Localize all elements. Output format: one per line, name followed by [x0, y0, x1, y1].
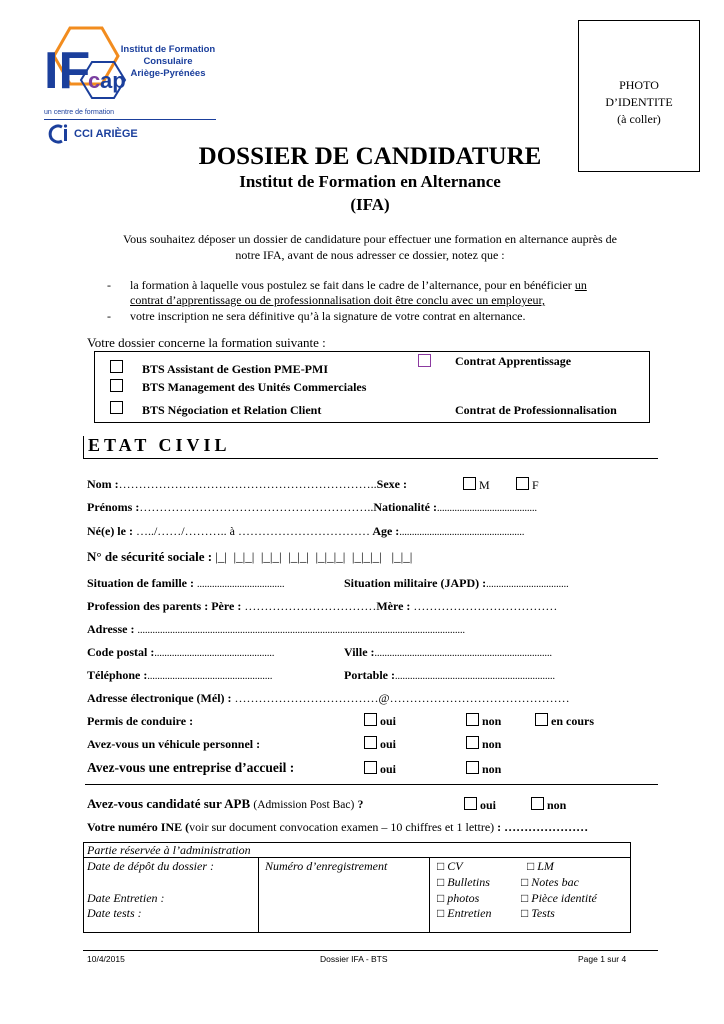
- org-name-line3: Ariège-Pyrénées: [130, 68, 206, 79]
- apb-oui-label: oui: [480, 798, 497, 812]
- apb-label: Avez-vous candidaté sur APB: [87, 796, 251, 811]
- mel-label: Adresse électronique (Mél) :: [87, 691, 232, 705]
- logo-tagline: un centre de formation: [44, 109, 115, 116]
- mere-field[interactable]: ………………………………: [413, 599, 558, 613]
- piece-checkbox[interactable]: □: [521, 891, 529, 905]
- admin-bulletins: Bulletins: [447, 875, 490, 889]
- parents-label: Profession des parents : Père :: [87, 599, 242, 613]
- logo: [40, 24, 220, 154]
- photo-label-2: D’IDENTITE: [605, 95, 673, 109]
- sexe-label: Sexe :: [376, 477, 407, 491]
- sexe-m-checkbox[interactable]: [463, 477, 476, 490]
- cci-logo-icon: [48, 124, 72, 144]
- entreprise-oui-checkbox[interactable]: [364, 761, 377, 774]
- section-divider: [85, 784, 658, 785]
- permis-oui-label: oui: [380, 714, 397, 728]
- ine-field[interactable]: …………………: [504, 820, 589, 834]
- militaire-label: Situation militaire (JAPD) :: [344, 576, 487, 590]
- admin-entretien: Date Entretien :: [87, 891, 165, 905]
- bulletins-checkbox[interactable]: □: [437, 875, 445, 889]
- logo-divider: [44, 119, 216, 120]
- notes-checkbox[interactable]: □: [521, 875, 529, 889]
- entreprise-non-checkbox[interactable]: [466, 761, 479, 774]
- admin-enregistrement: Numéro d’enregistrement: [265, 859, 388, 873]
- intro-line-2: notre IFA, avant de nous adresser ce dossier, notez que :: [235, 248, 505, 262]
- footer-page: Page 1 sur 4: [578, 954, 627, 964]
- apb-non-label: non: [547, 798, 567, 812]
- contrat-apprentissage-label: Contrat Apprentissage: [455, 354, 572, 368]
- photos-checkbox[interactable]: □: [437, 891, 445, 905]
- sexe-m-label: M: [479, 478, 490, 492]
- admin-tests: Date tests :: [87, 906, 142, 920]
- secu-field[interactable]: |_| |_|_| |_|_| |_|_| |_|_|_| |_|_|_| |_|_|: [215, 549, 413, 564]
- etat-civil-rule: [83, 458, 658, 459]
- intro-bullet-1-cont: contrat d’apprentissage ou de professionnalisation doit être conclu avec un employeur,: [130, 293, 546, 307]
- cv-checkbox[interactable]: □: [437, 859, 445, 873]
- tel-field[interactable]: ..................................................: [147, 671, 273, 682]
- mel-field[interactable]: ………………………………@………………………………………: [234, 691, 570, 705]
- naissance-label: Né(e) le :: [87, 524, 133, 538]
- vehicule-label: Avez-vous un véhicule personnel :: [87, 737, 261, 751]
- vehicule-oui-label: oui: [380, 737, 397, 751]
- svg-text:IF: IF: [44, 42, 91, 100]
- vehicule-oui-checkbox[interactable]: [364, 736, 377, 749]
- formation-option-3: BTS Négociation et Relation Client: [142, 403, 322, 417]
- admin-col-rule-1: [258, 857, 259, 932]
- permis-label: Permis de conduire :: [87, 714, 194, 728]
- permis-non-checkbox[interactable]: [466, 713, 479, 726]
- secu-label: N° de sécurité sociale :: [87, 549, 213, 564]
- adresse-field[interactable]: ...................................................................................................................................: [137, 625, 465, 636]
- lm-checkbox[interactable]: □: [527, 859, 535, 873]
- entreprise-non-label: non: [482, 762, 502, 776]
- vehicule-non-label: non: [482, 737, 502, 751]
- cci-label: CCI ARIÈGE: [74, 128, 138, 140]
- footer-date: 10/4/2015: [87, 954, 125, 964]
- admin-piece: Pièce identité: [531, 891, 597, 905]
- intro-bullet-1: la formation à laquelle vous postulez se fait dans le cadre de l’alternance, pour en bénéficier un: [130, 278, 587, 292]
- etat-civil-left-bar: [83, 436, 84, 458]
- apb-paren: (Admission Post Bac): [253, 799, 355, 811]
- apb-non-checkbox[interactable]: [531, 797, 544, 810]
- etat-civil-heading: ETAT CIVIL: [88, 435, 231, 455]
- entretien-checkbox[interactable]: □: [437, 906, 445, 920]
- apb-q: ?: [357, 799, 364, 811]
- photo-label-3: (à coller): [617, 112, 661, 126]
- page-title: DOSSIER DE CANDIDATURE: [198, 143, 542, 170]
- entreprise-oui-label: oui: [380, 762, 397, 776]
- formation-option-1: BTS Assistant de Gestion PME-PMI: [142, 362, 329, 376]
- age-label: Age :: [372, 524, 400, 538]
- admin-header: Partie réservée à l’administration: [87, 843, 251, 857]
- entreprise-label: Avez-vous une entreprise d’accueil :: [87, 760, 295, 775]
- nom-label: Nom :: [87, 477, 119, 491]
- portable-field[interactable]: ................................................................: [394, 671, 555, 682]
- permis-encours-label: en cours: [551, 714, 594, 728]
- ine-detail: voir sur document convocation examen – 10 chiffres et 1 lettre): [189, 820, 495, 834]
- intro-bullet-2: votre inscription ne sera définitive qu’à la signature de votre contrat en alternance.: [130, 309, 526, 323]
- naissance-field[interactable]: …../……/……….. à ……………………………: [135, 524, 370, 538]
- cp-field[interactable]: ................................................: [154, 648, 275, 659]
- footer-rule: [83, 950, 658, 951]
- photo-label-1: PHOTO: [619, 78, 659, 92]
- page-subtitle-1: Institut de Formation en Alternance: [239, 172, 501, 191]
- adresse-label: Adresse :: [87, 622, 135, 636]
- prenoms-field[interactable]: …………………………………………………..: [139, 500, 374, 514]
- tel-label: Téléphone :: [87, 668, 148, 682]
- contrat-apprentissage-checkbox[interactable]: [418, 354, 431, 367]
- ville-label: Ville :: [344, 645, 375, 659]
- nationalite-label: Nationalité :: [373, 500, 437, 514]
- permis-non-label: non: [482, 714, 502, 728]
- ville-field[interactable]: .......................................................................: [374, 648, 553, 659]
- page-subtitle-2: (IFA): [350, 195, 390, 214]
- portable-label: Portable :: [344, 668, 395, 682]
- sexe-f-label: F: [532, 478, 539, 492]
- contrat-pro-label: Contrat de Professionnalisation: [455, 403, 617, 417]
- admin-depot: Date de dépôt du dossier :: [87, 859, 214, 873]
- vehicule-non-checkbox[interactable]: [466, 736, 479, 749]
- cp-label: Code postal :: [87, 645, 155, 659]
- formation-label: Votre dossier concerne la formation suivante :: [87, 335, 326, 350]
- famille-field[interactable]: ...................................: [197, 579, 285, 590]
- opt3-checkbox[interactable]: [110, 401, 123, 414]
- admin-cv: CV: [447, 859, 463, 873]
- admin-entretien2: Entretien: [447, 906, 492, 920]
- opt2-checkbox[interactable]: [110, 379, 123, 392]
- famille-label: Situation de famille :: [87, 576, 194, 590]
- admin-photos: photos: [447, 891, 480, 905]
- permis-encours-checkbox[interactable]: [535, 713, 548, 726]
- nom-field[interactable]: ………………………………………………………..: [118, 477, 377, 491]
- nationalite-field[interactable]: ........................................: [436, 503, 537, 514]
- org-name-line1: Institut de Formation: [120, 44, 216, 55]
- footer-doc: Dossier IFA - BTS: [320, 954, 388, 964]
- admin-col-rule-2: [429, 857, 430, 932]
- formation-option-2: BTS Management des Unités Commerciales: [142, 380, 367, 394]
- militaire-field[interactable]: .................................: [486, 579, 569, 590]
- prenoms-label: Prénoms :: [87, 500, 140, 514]
- apb-oui-checkbox[interactable]: [464, 797, 477, 810]
- sexe-f-checkbox[interactable]: [516, 477, 529, 490]
- pere-field[interactable]: ……………………………: [244, 599, 377, 613]
- ine-end: :: [497, 820, 502, 834]
- intro-line-1: Vous souhaitez déposer un dossier de candidature pour effectuer une formation en alternance auprès de: [122, 232, 618, 246]
- age-field[interactable]: ..................................................: [399, 527, 525, 538]
- opt1-checkbox[interactable]: [110, 360, 123, 373]
- mere-label: Mère :: [376, 599, 411, 613]
- ine-label: Votre numéro INE (: [87, 820, 190, 834]
- svg-text:c: c: [88, 68, 101, 93]
- svg-text:ap: ap: [100, 68, 126, 93]
- org-name-line2: Consulaire: [143, 56, 193, 67]
- permis-oui-checkbox[interactable]: [364, 713, 377, 726]
- admin-notes: Notes bac: [531, 875, 579, 889]
- admin-lm: LM: [537, 859, 554, 873]
- admin-tests2: Tests: [531, 906, 555, 920]
- tests-checkbox[interactable]: □: [521, 906, 529, 920]
